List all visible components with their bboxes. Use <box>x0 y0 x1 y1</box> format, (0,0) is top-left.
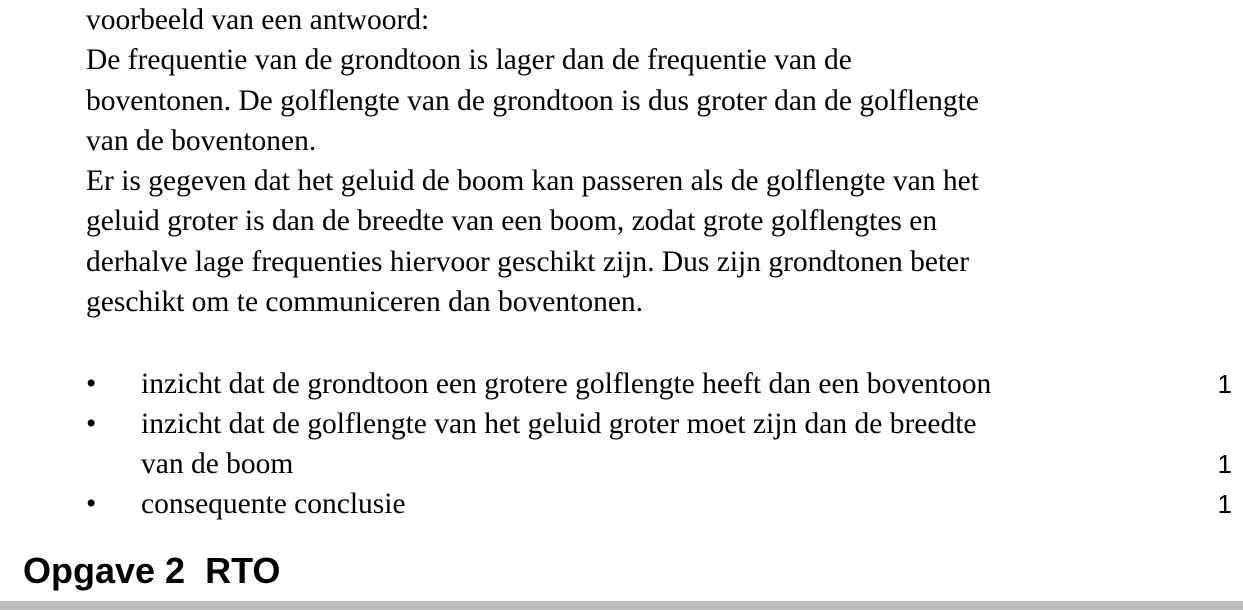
bullet-icon: • <box>86 368 97 400</box>
answer-paragraph-2: Er is gegeven dat het geluid de boom kan passeren als de golflengte van het geluid groter is dan de breedte van een boom, zodat grote golflengtes en derhalve lage frequenties hiervoor geschikt zijn. Dus zijn grondtonen beter geschikt om te communiceren dan boventonen. <box>86 165 979 319</box>
section-title: Opgave 2 RTO <box>23 550 281 591</box>
answer-example <box>86 0 1186 322</box>
criterion-text: inzicht dat de grondtoon een grotere golflengte heeft dan een boventoon <box>141 368 992 400</box>
answer-paragraph-1: De frequentie van de grondtoon is lager dan de frequentie van de boventonen. De golflengte van de grondtoon is dus groter dan de golflengte van de boventonen. <box>86 44 979 157</box>
criterion-item <box>0 364 1243 404</box>
criterion-text: inzicht dat de golflengte van het geluid groter moet zijn dan de breedte van de boom <box>141 408 977 480</box>
scoring-criteria-list <box>0 364 1243 524</box>
answer-intro: voorbeeld van een antwoord: <box>86 4 430 36</box>
bullet-icon: • <box>86 488 97 520</box>
criterion-score: 1 <box>1217 449 1232 479</box>
bullet-icon: • <box>86 408 97 440</box>
section-divider <box>0 601 1243 610</box>
criterion-text: consequente conclusie <box>141 488 406 520</box>
criterion-score: 1 <box>1217 369 1232 399</box>
criterion-item <box>0 484 1243 524</box>
criterion-item <box>0 404 1243 484</box>
criterion-score: 1 <box>1217 489 1232 519</box>
